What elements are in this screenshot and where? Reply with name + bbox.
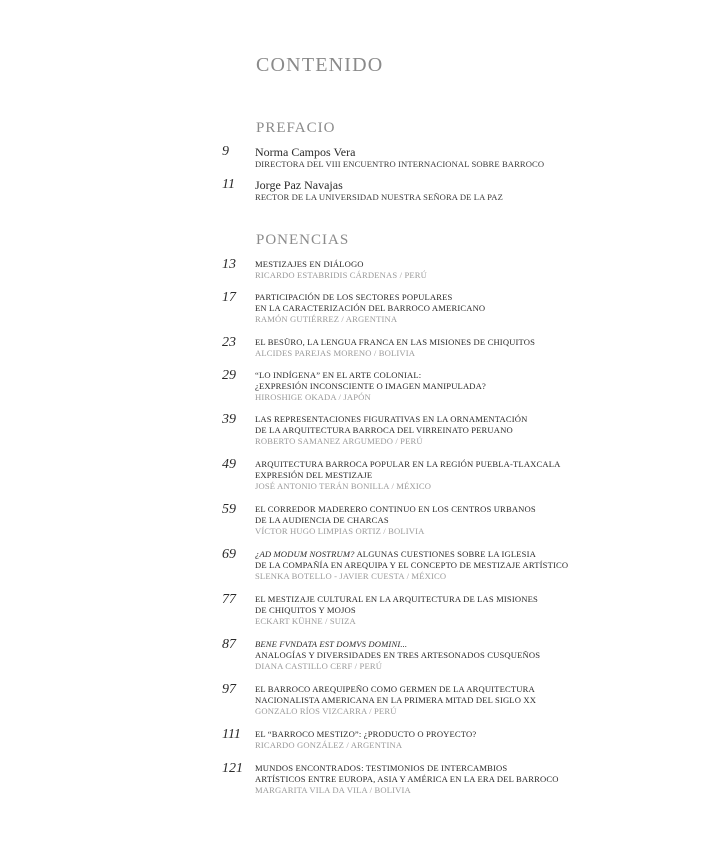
entry-title-line: ARQUITECTURA BARROCA POPULAR EN LA REGIÓN PUEBLA-TLAXCALA (255, 459, 561, 469)
page-number: 121 (222, 761, 243, 776)
entry-title-line: LAS REPRESENTACIONES FIGURATIVAS EN LA ORNAMENTACIÓN (255, 414, 528, 424)
entry-title-line: ANALOGÍAS Y DIVERSIDADES EN TRES ARTESONADOS CUSQUEÑOS (255, 650, 541, 660)
entry-title-line: NACIONALISTA AMERICANA EN LA PRIMERA MITAD DEL SIGLO XX (255, 695, 537, 705)
entry-title-line: EN LA CARACTERIZACIÓN DEL BARROCO AMERICANO (255, 303, 486, 313)
entry-author: ALCIDES PAREJAS MORENO / BOLIVIA (255, 348, 416, 358)
ponencias-heading: PONENCIAS (256, 232, 350, 248)
entry-author: RICARDO ESTABRIDIS CÁRDENAS / PERÚ (255, 270, 428, 280)
page-number: 17 (222, 290, 236, 305)
entry-body (255, 594, 675, 627)
page-number: 29 (222, 368, 236, 383)
entry-body (255, 639, 675, 672)
entry-title-line: “LO INDÍGENA” EN EL ARTE COLONIAL: (255, 370, 422, 380)
entry-author: JOSÉ ANTONIO TERÁN BONILLA / MÉXICO (255, 481, 432, 491)
entry-body (255, 259, 675, 281)
entry-author-role: RECTOR DE LA UNIVERSIDAD NUESTRA SEÑORA DE LA PAZ (255, 192, 503, 202)
entry-title-line: EL BESÜRO, LA LENGUA FRANCA EN LAS MISIONES DE CHIQUITOS (255, 337, 536, 347)
page-number: 87 (222, 637, 236, 652)
entry-body (255, 763, 675, 796)
entry-author: ROBERTO SAMANEZ ARGUMEDO / PERÚ (255, 436, 423, 446)
contents-title: CONTENIDO (256, 54, 384, 76)
entry-author: DIANA CASTILLO CERF / PERÚ (255, 661, 383, 671)
page-number: 39 (222, 412, 236, 427)
entry-title-line: MESTIZAJES EN DIÁLOGO (255, 259, 364, 269)
entry-body (255, 729, 675, 751)
entry-title-italic: BENE FVNDATA EST DOMVS DOMINI... (255, 639, 408, 649)
entry-title-line: EXPRESIÓN DEL MESTIZAJE (255, 470, 373, 480)
entry-body (255, 146, 675, 170)
entry-title-rest: ALGUNAS CUESTIONES SOBRE LA IGLESIA (354, 549, 536, 559)
entry-body (255, 179, 675, 203)
entry-author-name: Jorge Paz Navajas (255, 178, 343, 192)
entry-title-line: PARTICIPACIÓN DE LOS SECTORES POPULARES (255, 292, 453, 302)
page-number: 77 (222, 592, 236, 607)
entry-title-line: EL “BARROCO MESTIZO”: ¿PRODUCTO O PROYECTO? (255, 729, 477, 739)
entry-author: GONZALO RÍOS VIZCARRA / PERÚ (255, 706, 397, 716)
entry-body (255, 370, 675, 403)
entry-title-line: ARTÍSTICOS ENTRE EUROPA, ASIA Y AMÉRICA EN LA ERA DEL BARROCO (255, 774, 559, 784)
page-number: 59 (222, 502, 236, 517)
entry-title-line: ¿EXPRESIÓN INCONSCIENTE O IMAGEN MANIPULADA? (255, 381, 486, 391)
entry-body (255, 292, 675, 325)
entry-author: ECKART KÜHNE / SUIZA (255, 616, 356, 626)
entry-author: VÍCTOR HUGO LIMPIAS ORTIZ / BOLIVIA (255, 526, 425, 536)
entry-title-line: EL BARROCO AREQUIPEÑO COMO GERMEN DE LA ARQUITECTURA (255, 684, 535, 694)
page-number: 11 (222, 177, 235, 192)
entry-title-line: DE LA AUDIENCIA DE CHARCAS (255, 515, 389, 525)
entry-body (255, 337, 675, 359)
page-number: 97 (222, 682, 236, 697)
entry-author-role: DIRECTORA DEL VIII ENCUENTRO INTERNACIONAL SOBRE BARROCO (255, 159, 545, 169)
entry-author: SLENKA BOTELLO - JAVIER CUESTA / MÉXICO (255, 571, 447, 581)
entry-title-line (255, 549, 675, 560)
entry-title-line: EL CORREDOR MADERERO CONTINUO EN LOS CENTROS URBANOS (255, 504, 536, 514)
entry-author: MARGARITA VILA DA VILA / BOLIVIA (255, 785, 411, 795)
entry-author-name: Norma Campos Vera (255, 145, 356, 159)
entry-title-line (255, 639, 675, 650)
entry-body (255, 459, 675, 492)
page-number: 9 (222, 144, 229, 159)
entry-title-line: DE LA COMPAÑÍA EN AREQUIPA Y EL CONCEPTO DE MESTIZAJE ARTÍSTICO (255, 560, 569, 570)
entry-body (255, 684, 675, 717)
entry-author: HIROSHIGE OKADA / JAPÓN (255, 392, 371, 402)
entry-author: RICARDO GONZÁLEZ / ARGENTINA (255, 740, 403, 750)
page-number: 69 (222, 547, 236, 562)
entry-author: RAMÓN GUTIÉRREZ / ARGENTINA (255, 314, 398, 324)
entry-title-line: DE LA ARQUITECTURA BARROCA DEL VIRREINATO PERUANO (255, 425, 513, 435)
entry-title-italic: ¿AD MODUM NOSTRUM? (255, 549, 355, 559)
entry-body (255, 504, 675, 537)
entry-body (255, 549, 675, 582)
prefacio-heading: PREFACIO (256, 120, 336, 136)
page-number: 23 (222, 335, 236, 350)
page-number: 111 (222, 727, 241, 742)
entry-title-line: DE CHIQUITOS Y MOJOS (255, 605, 356, 615)
page-number: 13 (222, 257, 236, 272)
entry-title-line: MUNDOS ENCONTRADOS: TESTIMONIOS DE INTERCAMBIOS (255, 763, 508, 773)
entry-title-line: EL MESTIZAJE CULTURAL EN LA ARQUITECTURA DE LAS MISIONES (255, 594, 538, 604)
entry-body (255, 414, 675, 447)
page-number: 49 (222, 457, 236, 472)
